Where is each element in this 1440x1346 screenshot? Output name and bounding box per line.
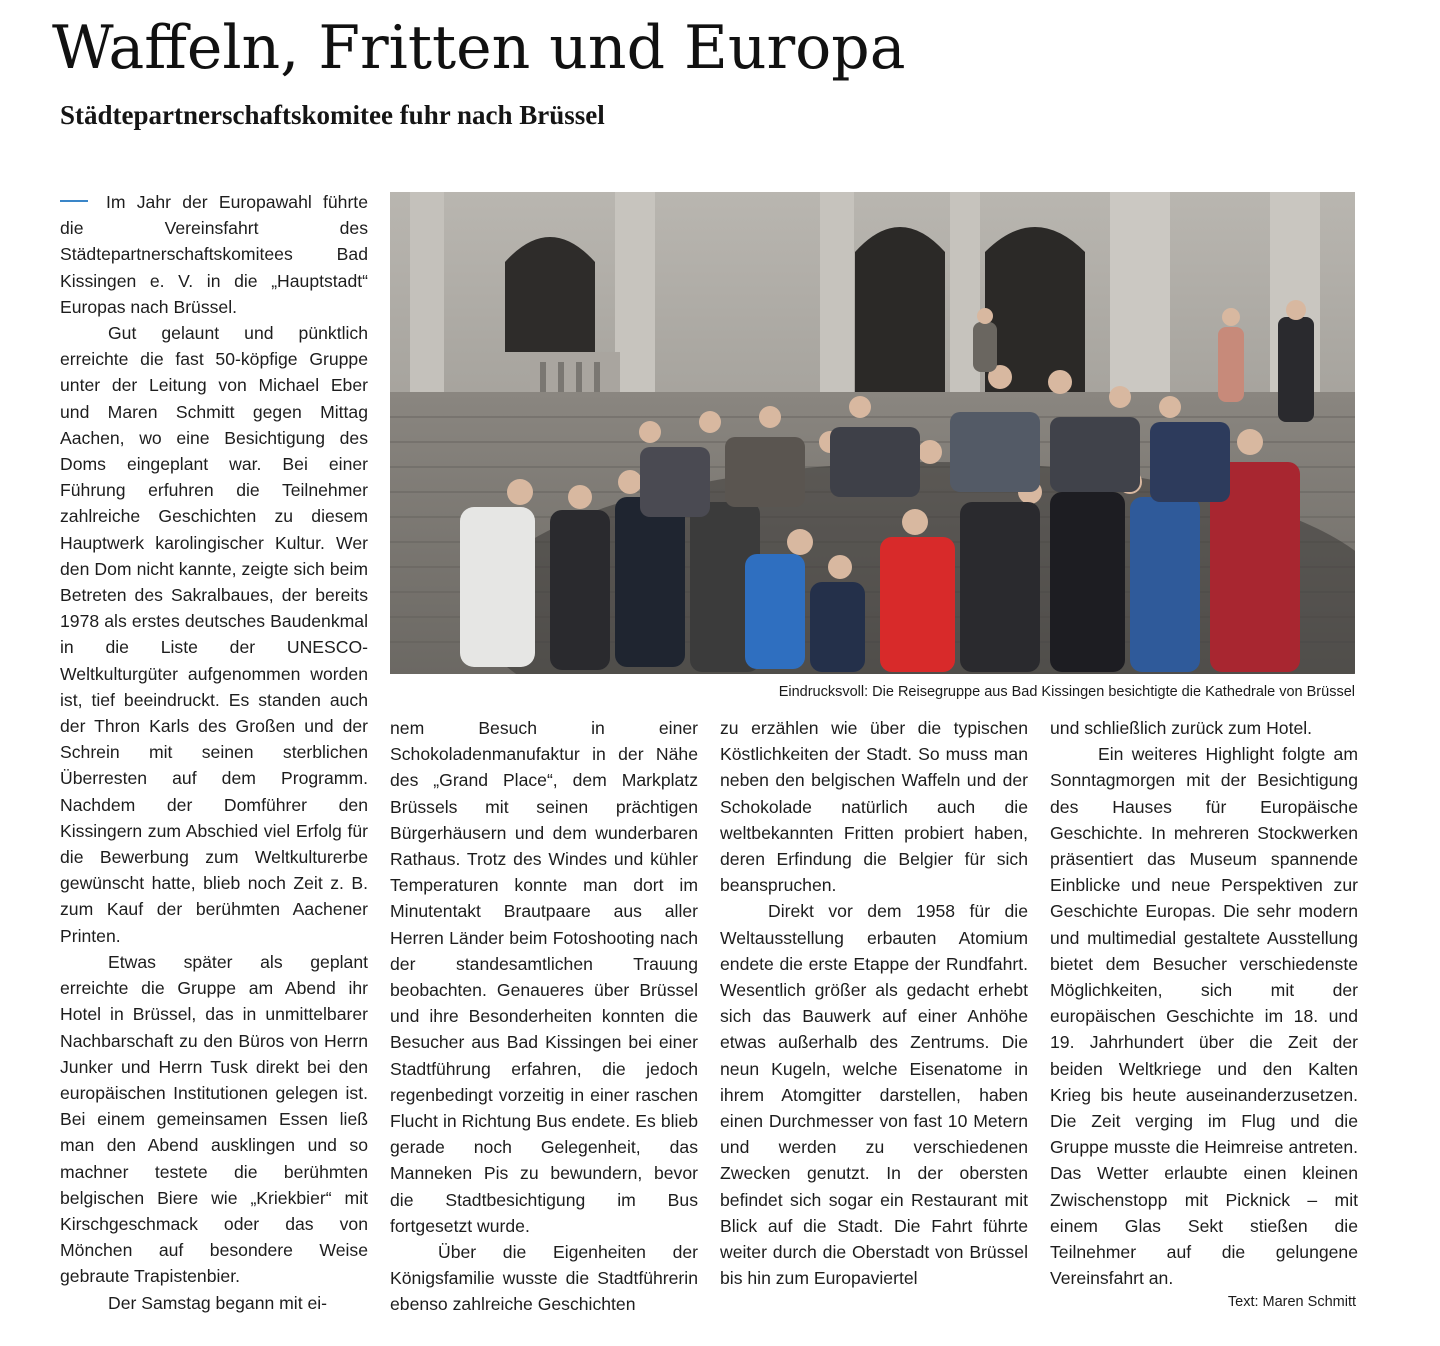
paragraph: und schließlich zurück zum Hotel.: [1050, 718, 1313, 738]
lead-dash: [60, 200, 88, 202]
headline: Waffeln, Fritten und Europa: [52, 13, 906, 83]
photo-caption: Eindrucksvoll: Die Reisegruppe aus Bad Kissingen besichtigte die Kathedrale von Brüssel: [778, 684, 1355, 700]
paragraph: zu erzählen wie über die typischen Köstlichkeiten der Stadt. So muss man neben den belgischen Waffeln und der Schokolade natürlich auch die weltbekannten Fritten probiert haben, deren Erfindung die Belgier für sich beanspruchen.: [720, 718, 1028, 896]
article-column-2: [390, 715, 698, 1318]
paragraph: [60, 189, 368, 320]
paragraph: Etwas später als geplant erreichte die Gruppe am Abend ihr Hotel in Brüssel, das in unmittelbarer Nachbarschaft zu den Büros von Herrn Junker und Herrn Tusk direkt bei den europäischen Institutionen gelegen ist. Bei einem gemeinsamen Essen ließ man den Abend ausklingen und so machner testete die berühmten belgischen Biere wie „Kriekbier“ mit Kirschgeschmack oder das von Mönchen auf besondere Weise gebraute Trapistenbier.: [60, 951, 368, 1287]
group-photo: [390, 192, 1355, 674]
cathedral-group-photo-image: [390, 192, 1355, 674]
article-column-1: [60, 189, 368, 1316]
paragraph-text: Im Jahr der Europawahl führte die Vereinsfahrt des Städtepartnerschaftskomitees Bad Kissingen e. V. in die „Hauptstadt“ Europas nach Brüssel.: [60, 192, 368, 317]
article-column-4: [1050, 715, 1358, 1291]
paragraph: nem Besuch in einer Schokoladenmanufaktur in der Nähe des „Grand Place“, dem Markplatz Brüssels mit seinen prächtigen Bürgerhäusern und dem wunderbaren Rathaus. Trotz des Windes und kühler Temperaturen konnte man dort im Minutentakt Brautpaare aus aller Herren Länder beim Fotoshooting nach der standesamtlichen Trauung beobachten. Genaueres über Brüssel und ihre Besonderheiten konnten die Besucher aus Bad Kissingen bei einer Stadtführung erfahren, die jedoch regenbedingt vorzeitig in einer raschen Flucht in Richtung Bus endete. Es blieb gerade noch Gelegenheit, das Manneken Pis zu bewundern, bevor die Stadtbesichtigung im Bus fortgesetzt wurde.: [390, 718, 698, 1236]
author-byline: Text: Maren Schmitt: [1227, 1294, 1356, 1310]
subheadline: Städtepartnerschaftskomitee fuhr nach Brüssel: [60, 100, 605, 130]
paragraph: Gut gelaunt und pünktlich erreichte die fast 50-köpfige Gruppe unter der Leitung von Michael Eber und Maren Schmitt gegen Mittag Aachen, wo eine Besichtigung des Doms eingeplant war. Bei einer Führung erfuhren die Teilnehmer zahlreiche Geschichten zu diesem Hauptwerk karolingischer Kultur. Wer den Dom nicht kannte, zeigte sich beim Betreten des Sakralbaues, der bereits 1978 als erstes deutsches Baudenkmal in die Liste der UNESCO-Weltkulturgüter aufgenommen worden ist, tief beeindruckt. Es standen auch der Thron Karls des Großen und der Schrein mit seinen sterblichen Überresten auf dem Programm. Nachdem der Domführer den Kissingern zum Abschied viel Erfolg für die Bewerbung zum Weltkulturerbe gewünscht hatte, blieb noch Zeit z. B. zum Kauf der berühmten Aachener Printen.: [60, 323, 368, 946]
article-column-3: [720, 715, 1028, 1291]
paragraph: Über die Eigenheiten der Königsfamilie wusste die Stadtführerin ebenso zahlreiche Geschichten: [390, 1242, 698, 1315]
paragraph: Der Samstag begann mit ei-: [108, 1292, 328, 1313]
paragraph: Ein weiteres Highlight folgte am Sonntagmorgen mit der Besichtigung des Hauses für Europäische Geschichte. In mehreren Stockwerken präsentiert das Museum spannende Einblicke und neue Perspektiven zur Geschichte Europas. Die sehr modern und multimedial gestaltete Ausstellung bietet dem Besucher verschiedenste Möglichkeiten, sich mit der europäischen Geschichte im 18. und 19. Jahrhundert über die Zeit der beiden Weltkriege und den Kalten Krieg bis heute auseinanderzusetzen. Die Zeit verging im Flug und die Gruppe musste die Heimreise antreten. Das Wetter erlaubte einen kleinen Zwischenstopp mit Picknick – mit einem Glas Sekt stießen die Teilnehmer auf die gelungene Vereinsfahrt an.: [1050, 744, 1358, 1289]
paragraph: Direkt vor dem 1958 für die Weltausstellung erbauten Atomium endete die erste Etappe der Rundfahrt. Wesentlich größer als gedacht erhebt sich das Bauwerk auf einer Anhöhe etwas außerhalb des Zentrums. Die neun Kugeln, welche Eisenatome in ihrem Atomgitter darstellen, haben einen Durchmesser von fast 10 Metern und werden zu verschiedenen Zwecken genutzt. In der obersten befindet sich sogar ein Restaurant mit Blick auf die Stadt. Die Fahrt führte weiter durch die Oberstadt von Brüssel bis hin zum Europaviertel: [720, 901, 1028, 1289]
